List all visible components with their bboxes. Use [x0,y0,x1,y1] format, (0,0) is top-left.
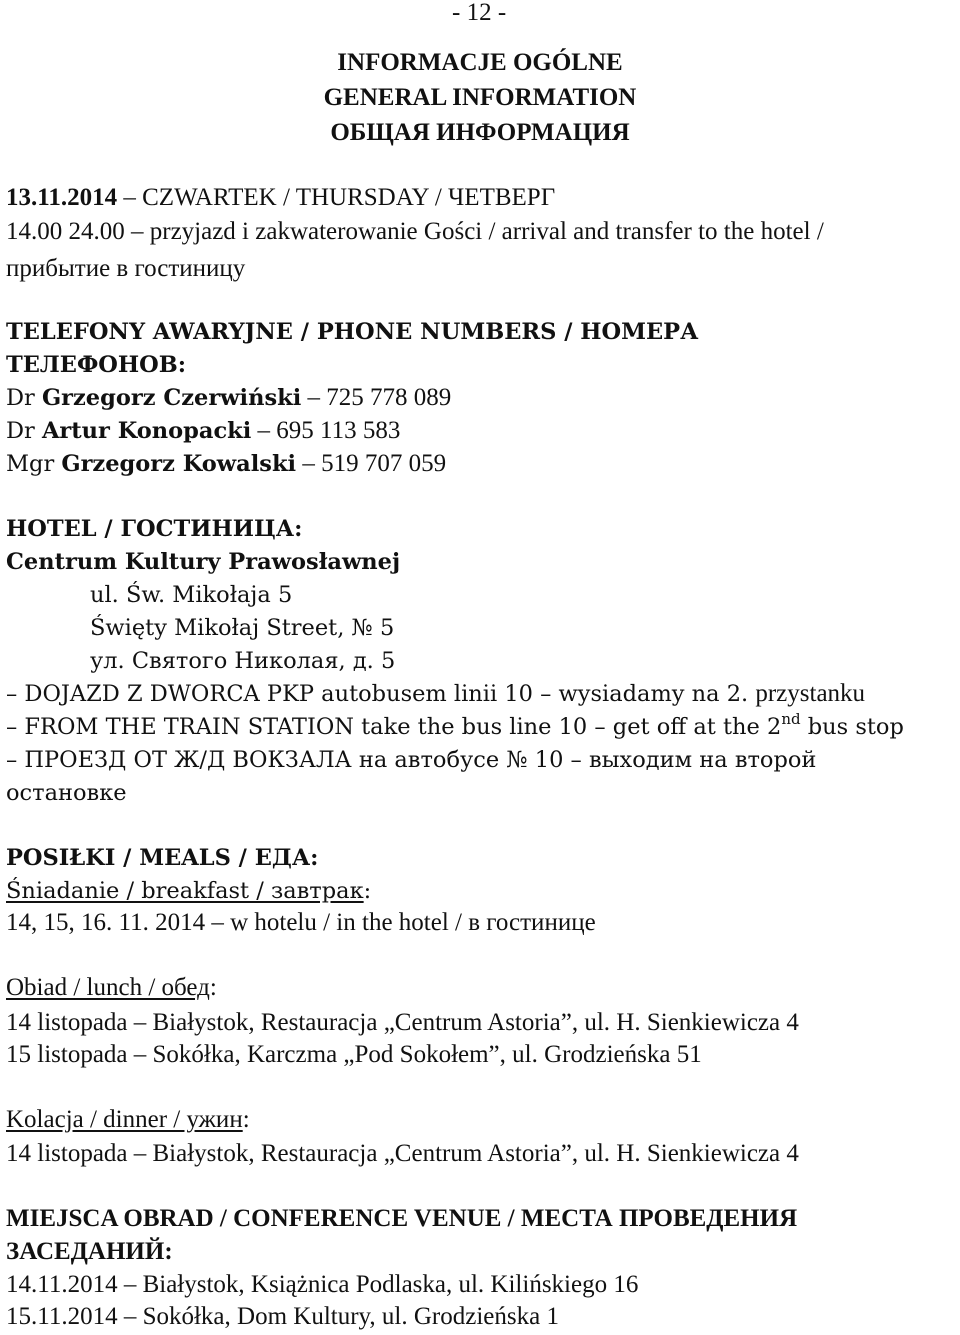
meals-heading: POSIŁKI / MEALS / ЕДА: [6,845,319,871]
venue-day-1: 14.11.2014 – Białystok, Książnica Podlaska, ul. Kilińskiego 16 [6,1271,639,1298]
title-english: GENERAL INFORMATION [323,84,637,111]
hotel-address-ru: ул. Святого Николая, д. 5 [90,648,396,674]
schedule-time-line: 14.00 24.00 – przyjazd i zakwaterowanie Gości / arrival and transfer to the hotel / [6,218,824,245]
directions-pl-text: – DOJAZD Z DWORCA PKP autobusem linii 10 – wysiadamy na 2. [6,681,756,707]
contact-number: – 519 707 059 [296,450,447,477]
lunch-label-line: Obiad / lunch / обед: [6,974,217,1001]
hotel-directions-pl [6,679,865,709]
breakfast-details: 14, 15, 16. 11. 2014 – w hotelu / in the hotel / в гостинице [6,909,596,936]
dinner-label-line: Kolacja / dinner / ужин: [6,1106,250,1133]
schedule-date-line [6,183,555,213]
venues-heading: MIEJSCA OBRAD / CONFERENCE VENUE / МЕСТА ПРОВЕДЕНИЯ [6,1205,798,1232]
phones-heading: TELEFONY AWARYJNE / PHONE NUMBERS / НОМЕРА [6,319,699,345]
breakfast-label: Śniadanie / breakfast / завтрак [6,878,364,904]
directions-en-ordinal: nd [781,709,801,728]
lunch-label: Obiad / lunch / обед [6,974,210,1001]
lunch-day-2: 15 listopada – Sokółka, Karczma „Pod Sokołem”, ul. Grodzieńska 51 [6,1041,702,1068]
contact-title: Mgr [6,451,62,477]
dinner-label: Kolacja / dinner / ужин [6,1106,243,1133]
directions-en-end: bus stop [800,714,904,740]
hotel-address-en: Święty Mikołaj Street, № 5 [90,615,395,641]
phones-heading-cont: ТЕЛЕФОНОВ: [6,352,187,378]
contact-line [6,449,446,479]
venue-day-2: 15.11.2014 – Sokółka, Dom Kultury, ul. Grodzieńska 1 [6,1303,559,1330]
directions-pl-end: przystanku [755,680,866,707]
contact-number: – 725 778 089 [301,384,452,411]
venues-heading-cont: ЗАСЕДАНИЙ: [6,1238,173,1265]
hotel-heading: HOTEL / ГОСТИНИЦА: [6,516,303,542]
title-polish: INFORMACJE OGÓLNE [337,49,623,76]
contact-title: Dr [6,385,42,411]
hotel-directions-en [6,709,904,742]
contact-name: Grzegorz Czerwiński [41,385,302,411]
hotel-directions-ru: – ПРОЕЗД ОТ Ж/Д ВОКЗАЛА на автобусе № 10 – выходим на второй [6,747,817,773]
hotel-directions-ru-cont: остановке [6,780,127,806]
hotel-name: Centrum Kultury Prawosławnej [6,549,401,575]
breakfast-label-line: Śniadanie / breakfast / завтрак: [6,878,372,904]
contact-name: Artur Konopacki [41,418,252,444]
lunch-day-1: 14 listopada – Białystok, Restauracja „Centrum Astoria”, ul. H. Sienkiewicza 4 [6,1009,799,1036]
schedule-date: 13.11.2014 [6,184,118,211]
contact-title: Dr [6,418,42,444]
page-number: - 12 - [452,0,507,26]
hotel-address-pl: ul. Św. Mikołaja 5 [90,582,293,608]
contact-line [6,383,451,413]
schedule-time-line-cont: прибытие в гостиницу [6,255,246,282]
schedule-day: – CZWARTEK / THURSDAY / ЧЕТВЕРГ [117,184,556,211]
title-russian: ОБЩАЯ ИНФОРМАЦИЯ [330,119,630,146]
directions-en-text: – FROM THE TRAIN STATION take the bus line 10 – get off at the 2 [6,714,782,740]
contact-name: Grzegorz Kowalski [61,451,297,477]
dinner-day-1: 14 listopada – Białystok, Restauracja „Centrum Astoria”, ul. H. Sienkiewicza 4 [6,1140,799,1167]
contact-line [6,416,400,446]
contact-number: – 695 113 583 [251,417,401,444]
